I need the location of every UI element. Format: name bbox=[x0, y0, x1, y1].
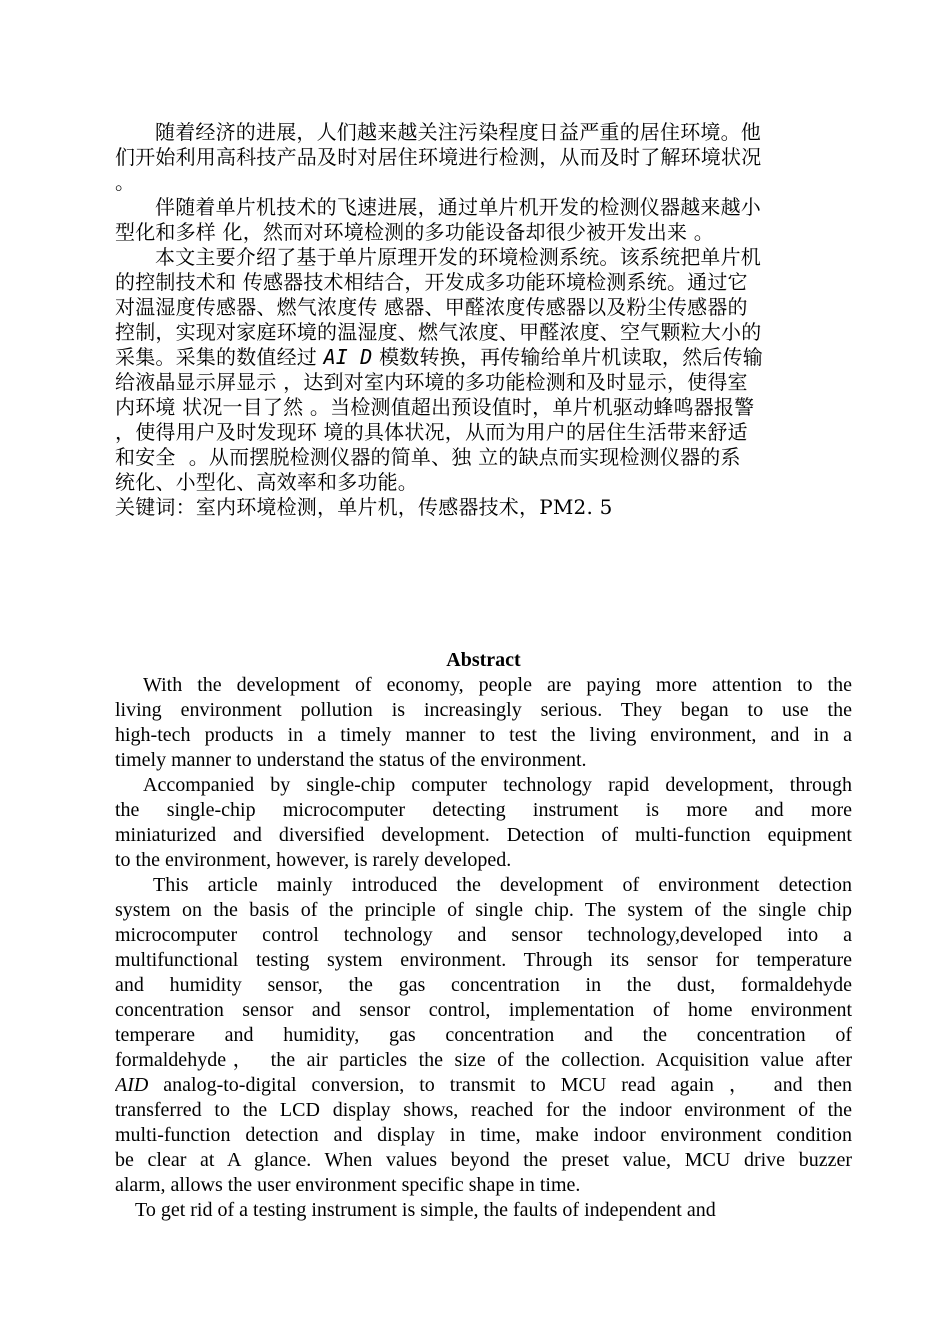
cn-italic-ad-term: AI D bbox=[323, 345, 373, 369]
cn-text-line: 随着经济的进展，人们越来越关注污染程度日益严重的居住环境。他 bbox=[155, 120, 761, 144]
en-text-line: be clear at A glance. When values beyond the preset value, MCU drive buzzer bbox=[115, 1149, 852, 1171]
cn-text-line: 们开始利用高科技产品及时对居住环境进行检测，从而及时了解环境状况 bbox=[115, 145, 762, 169]
cn-text-line: 对温湿度传感器、燃气浓度传 感器、甲醛浓度传感器以及粉尘传感器的 bbox=[115, 295, 748, 319]
en-text-line: multifunctional testing system environment. Through its sensor for temperature bbox=[115, 949, 852, 971]
cn-text-line: 内环境 状况一目了然 。当检测值超出预设值时，单片机驱动蜂鸣器报警 bbox=[115, 395, 755, 419]
cn-text-line: 控制，实现对家庭环境的温湿度、燃气浓度、甲醛浓度、空气颗粒大小的 bbox=[115, 320, 762, 344]
en-text-line: concentration sensor and sensor control, implementation of home environment bbox=[115, 999, 852, 1021]
cn-text-line bbox=[115, 345, 853, 370]
en-text-line: multi-function detection and display in time, make indoor environment condition bbox=[115, 1124, 852, 1146]
abstract-paragraph-1 bbox=[115, 673, 852, 773]
en-text-segment: analog-to-digital conversion, to transmit to MCU read again ， and then bbox=[148, 1074, 852, 1096]
en-text-line: This article mainly introduced the development of environment detection bbox=[153, 874, 852, 896]
cn-text-line: 伴随着单片机技术的飞速进展，通过单片机开发的检测仪器越来越小 bbox=[155, 195, 761, 219]
en-text-line bbox=[115, 1073, 852, 1098]
abstract-paragraph-4 bbox=[115, 1198, 852, 1223]
en-text-line: the single-chip microcomputer detecting instrument is more and more bbox=[115, 799, 852, 821]
en-text-line: miniaturized and diversified development. Detection of multi-function equipment bbox=[115, 824, 852, 846]
cn-text-line: 的控制技术和 传感器技术相结合，开发成多功能环境检测系统。通过它 bbox=[115, 270, 748, 294]
keywords-label: 关键词： bbox=[115, 495, 196, 519]
en-text-line: To get rid of a testing instrument is simple, the faults of independent and bbox=[135, 1199, 716, 1221]
cn-text-segment: 模数转换，再传输给单片机读取，然后传输 bbox=[372, 345, 763, 369]
cn-text-line: 型化和多样 化，然而对环境检测的多功能设备却很少被开发出来 。 bbox=[115, 220, 714, 244]
en-text-line: and humidity sensor, the gas concentration in the dust, formaldehyde bbox=[115, 974, 852, 996]
cn-text-segment: 采集。采集的数值经过 bbox=[115, 345, 324, 369]
cn-text-line: 。 bbox=[115, 170, 136, 194]
en-text-line: to the environment, however, is rarely developed. bbox=[115, 849, 512, 871]
cn-text-line: ，使得用户及时发现环 境的具体状况，从而为用户的居住生活带来舒适 bbox=[115, 420, 748, 444]
chinese-abstract bbox=[115, 120, 853, 520]
en-italic-aid-term: AID bbox=[115, 1074, 149, 1096]
en-text-line: temperare and humidity, gas concentration and the concentration of bbox=[115, 1024, 852, 1046]
cn-text-line: 本文主要介绍了基于单片原理开发的环境检测系统。该系统把单片机 bbox=[155, 245, 761, 269]
en-text-line: microcomputer control technology and sensor technology,developed into a bbox=[115, 924, 852, 946]
cn-text-line: 给液晶显示屏显示 ，达到对室内环境的多功能检测和及时显示，使得室 bbox=[115, 370, 748, 394]
en-text-line: With the development of economy, people are paying more attention to the bbox=[143, 674, 852, 696]
en-text-line: transferred to the LCD display shows, reached for the indoor environment of the bbox=[115, 1099, 852, 1121]
en-text-line: formaldehyde， the air particles the size of the collection. Acquisition value after bbox=[115, 1049, 852, 1071]
abstract-paragraph-2 bbox=[115, 773, 852, 873]
english-abstract bbox=[115, 648, 852, 1223]
abstract-title: Abstract bbox=[446, 649, 521, 671]
en-text-line: high-tech products in a timely manner to test the living environment, and in a bbox=[115, 724, 852, 746]
abstract-paragraph-3 bbox=[115, 873, 852, 1198]
cn-text-line: 和安全 。从而摆脱检测仪器的简单、独 立的缺点而实现检测仪器的系 bbox=[115, 445, 741, 469]
cn-text-line: 统化、小型化、高效率和多功能。 bbox=[115, 470, 418, 494]
keywords-line bbox=[115, 495, 853, 520]
en-text-line: Accompanied by single-chip computer technology rapid development, through bbox=[143, 774, 852, 796]
en-text-line: alarm, allows the user environment specific shape in time. bbox=[115, 1174, 581, 1196]
en-text-line: timely manner to understand the status of the environment. bbox=[115, 749, 587, 771]
en-text-line: system on the basis of the principle of single chip. The system of the single chip bbox=[115, 899, 852, 921]
en-text-line: living environment pollution is increasingly serious. They began to use the bbox=[115, 699, 852, 721]
keywords-value: 室内环境检测，单片机，传感器技术，PM2. 5 bbox=[195, 495, 613, 519]
